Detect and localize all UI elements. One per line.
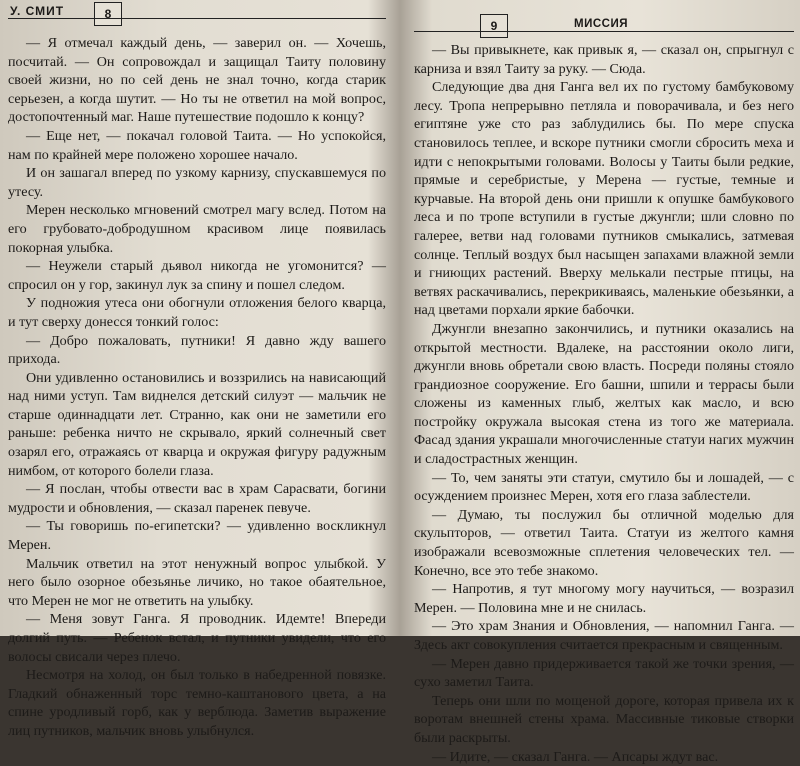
paragraph: — Еще нет, — покачал головой Таита. — Но успокойся, нам по крайней мере положено хорошее начало. [8, 127, 386, 163]
paragraph: — Добро пожаловать, путники! Я давно жду вашего прихода. [8, 332, 386, 368]
paragraph: — То, чем заняты эти статуи, смутило бы и лошадей, — с осуждением произнес Мерен, хотя его глаза заблестели. [414, 469, 794, 505]
paragraph: — Напротив, я тут многому могу научиться, — возразил Мерен. — Половина мне и не снилась. [414, 581, 794, 616]
right-page-header [414, 0, 794, 40]
left-page-header [8, 0, 386, 28]
paragraph: Мерен несколько мгновений смотрел магу вслед. Потом на его грубовато-добродушном красивом лице появилась покорная улыбка. [8, 202, 386, 256]
page-number-right: 9 [480, 14, 508, 38]
right-page-text [414, 41, 794, 766]
paragraph: — Это храм Знания и Обновления, — напомнил Ганга. — Здесь акт совокупления считается прекрасным и священным. [414, 618, 794, 653]
paragraph: — Меня зовут Ганга. Я проводник. Идемте! Впереди долгий путь. — Ребенок встал, и путники увидели, что его волосы свисали через плечо. [8, 611, 386, 665]
paragraph: — Идите, — сказал Ганга. — Апсары ждут вас. [432, 748, 719, 765]
author-name: У. СМИТ [10, 4, 65, 18]
paragraph: — Неужели старый дьявол никогда не угомонится? — спросил он у гор, закинул лук за спину и пошел следом. [8, 258, 386, 293]
paragraph: Следующие два дня Ганга вел их по густому бамбуковому лесу. Тропа непрерывно петляла и поворачивала, и без него египтяне уже сто раз заблудились бы. По мере спуска становилось теплее, и вскоре путники смогли сбросить меха и идти с непокрытыми головами. Волосы у Таиты были редкие, прямые и серебристые, у Мерена — густые, темные и курчавые. На второй день они пришли к опушке бамбукового леса и по тропе вступили в густые джунгли; шли словно по галерее, ветви над головами путников смыкались, затмевая солнце. Теплый воздух был насыщен запахами влажной земли и гниющих растений. Вверху мелькали пестрые птицы, на ветвях раскачивались, перекрикиваясь, маленькие обезьянки, а над цветами порхали яркие бабочки. [414, 79, 794, 319]
paragraph: Они удивленно остановились и воззрились на нависающий над ними уступ. Там виднелся детский силуэт — мальчик не старше одиннадцати лет. Странно, как они не заметили его раньше: ребенка ничто не скрывало, яркий солнечный свет озарял его, отражаясь от кварца и окружая фигуру радужным нимбом, от которого болели глаза. [8, 369, 386, 479]
paragraph: Теперь они шли по мощеной дороге, которая привела их к воротам внешней стены храма. Массивные тиковые створки были раскрыты. [414, 692, 794, 746]
header-rule [8, 18, 386, 19]
paragraph: — Я послан, чтобы отвести вас в храм Сарасвати, богини мудрости и обновления, — сказал паренек певуче. [8, 481, 386, 516]
paragraph: И он зашагал вперед по узкому карнизу, спускавшемуся по утесу. [8, 165, 386, 200]
header-rule [414, 31, 794, 32]
paragraph: — Ты говоришь по-египетски? — удивленно воскликнул Мерен. [8, 518, 386, 554]
paragraph: Мальчик ответил на этот ненужный вопрос улыбкой. У него было озорное обезьянье личико, но такое обаятельное, что Мерен не мог не ответить на улыбку. [8, 555, 386, 609]
paragraph: — Мерен давно придерживается такой же точки зрения, — сухо заметил Таита. [414, 655, 794, 691]
paragraph: Несмотря на холод, он был только в набедренной повязке. Гладкий обнаженный торс темно-каштанового цвета, а на спине уродливый горб, как у верблюда. Заметив выражение лиц путников, мальчик вновь улыбнулся. [8, 667, 386, 739]
left-page [8, 0, 386, 739]
page-number-left: 8 [94, 2, 122, 26]
paragraph: — Думаю, ты послужил бы отличной моделью для скульпторов, — ответил Таита. Статуи из желтого камня изображали всевозможные сплетения человеческих тел. — Конечно, все это тебе знакомо. [414, 506, 794, 579]
running-title: МИССИЯ [574, 18, 628, 30]
paragraph: Джунгли внезапно закончились, и путники оказались на открытой местности. Вдалеке, на расстоянии около лиги, джунгли вновь обретали свою власть. Посреди поляны стояло грандиозное сооружение. Его башни, шпили и террасы были сложены из каменных глыб, желтых как масло, и всю постройку окружала высокая стена из того же материала. Фасад здания украшали многочисленные статуи нагих мужчин и сладострастных женщин. [414, 320, 794, 468]
paragraph: У подножия утеса они обогнули отложения белого кварца, и тут сверху донесся тонкий голос: [8, 295, 386, 330]
right-page [414, 0, 794, 765]
paragraph: — Вы привыкнете, как привык я, — сказал он, спрыгнул с карниза и взял Таиту за руку. — Сюда. [414, 42, 794, 77]
paragraph: — Я отмечал каждый день, — заверил он. — Хочешь, посчитай. — Он сопровождал и защищал Таиту половину своей жизни, но по сей день не знал точно, когда старик серьезен, а когда шутит. — Но ты не ответил на мой вопрос, достопочтенный маг. Наше путешествие подошло к концу? [8, 35, 386, 126]
left-page-text [8, 34, 386, 741]
